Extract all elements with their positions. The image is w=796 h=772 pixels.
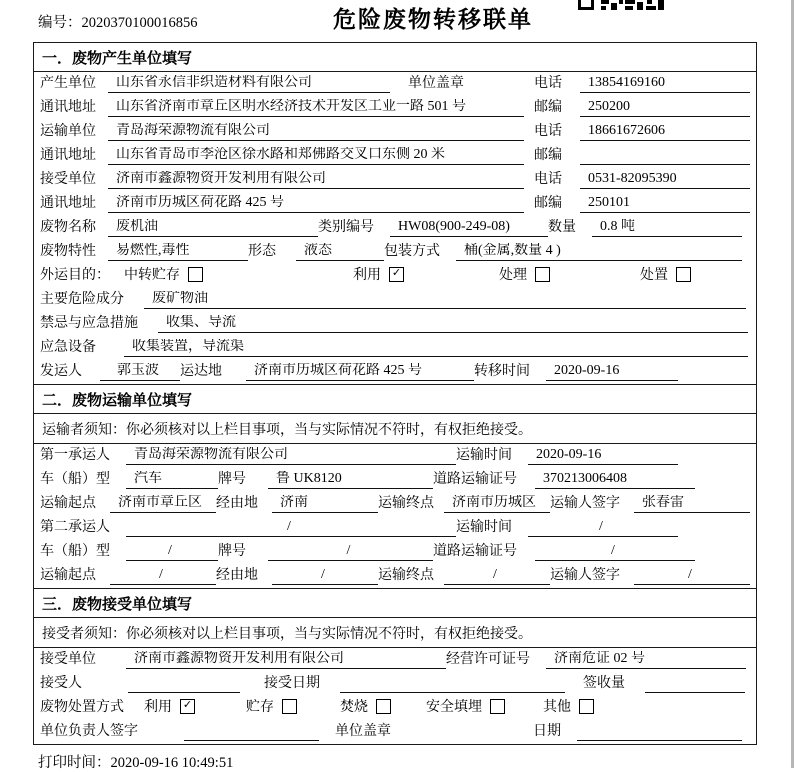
field-value-blank: [577, 724, 742, 741]
field-label: 经营许可证号: [446, 652, 530, 667]
form-row: [34, 72, 756, 96]
field-label: 运输终点: [378, 496, 434, 511]
field-value: 桶(金属,数量 4 ): [456, 243, 742, 261]
field-label: 废物特性: [40, 244, 96, 259]
field-label: 电话: [534, 76, 562, 91]
field-value: /: [444, 567, 550, 585]
form-row: [34, 312, 756, 336]
form-row: [34, 240, 756, 264]
field-label: 产生单位: [40, 76, 96, 91]
field-value: /: [110, 567, 216, 585]
field-label: 邮编: [534, 148, 562, 163]
field-value: 山东省永信非织造材料有限公司: [108, 75, 390, 93]
field-value: 250101: [580, 195, 750, 213]
field-label: 第一承运人: [40, 448, 110, 463]
field-value: 0.8 吨: [592, 219, 742, 237]
field-value: 郭玉波: [100, 363, 180, 381]
field-value: 济南市历城区: [444, 495, 550, 513]
field-label: 通讯地址: [40, 148, 96, 163]
checkbox-option: [144, 696, 195, 717]
form-row: [34, 288, 756, 312]
field-value: 370213006408: [535, 471, 695, 489]
checkbox-option: [340, 696, 391, 717]
field-label: 应急设备: [40, 340, 96, 355]
field-value: 山东省青岛市李沧区徐水路和郑佛路交叉口东侧 20 米: [108, 147, 524, 165]
form-row: [34, 696, 756, 720]
document-number-label: 编号：: [38, 15, 82, 31]
field-value: 青岛海荣源物流有限公司: [126, 447, 456, 465]
checkbox-option: [246, 696, 297, 717]
form-row: [34, 360, 756, 384]
checkbox-label: 处理: [499, 268, 527, 283]
field-value-blank: [340, 676, 565, 693]
field-label: 废物处置方式: [40, 700, 124, 715]
checkbox-unchecked-icon: [188, 267, 203, 282]
print-time-label: 打印时间：: [38, 755, 111, 771]
field-label: 接受单位: [40, 172, 96, 187]
checkbox-unchecked-icon: [579, 699, 594, 714]
form-row: [34, 216, 756, 240]
field-label: 类别编号: [318, 220, 374, 235]
form-row: [34, 672, 756, 696]
section-title: 二．废物运输单位填写: [34, 384, 756, 414]
field-label: 电话: [534, 172, 562, 187]
field-value: 济南: [272, 495, 378, 513]
form-row: [34, 516, 756, 540]
field-label: 日期: [533, 724, 561, 739]
checkbox-unchecked-icon: [676, 267, 691, 282]
field-value: 液态: [296, 243, 384, 261]
checkbox-unchecked-icon: [490, 699, 505, 714]
field-value: 济南市章丘区: [110, 495, 216, 513]
field-label: 主要危险成分: [40, 292, 124, 307]
field-label: 牌号: [218, 544, 246, 559]
checkbox-label: 利用: [353, 268, 381, 283]
field-label: 接受日期: [264, 676, 320, 691]
field-label: 禁忌与应急措施: [40, 316, 138, 331]
checkbox-label: 利用: [144, 700, 172, 715]
field-label: 运输人签字: [550, 496, 620, 511]
checkbox-option: [640, 264, 691, 285]
field-label: 道路运输证号: [433, 472, 517, 487]
field-label: 数量: [548, 220, 576, 235]
field-label: 运输起点: [40, 568, 96, 583]
form-row: [34, 120, 756, 144]
checkbox-option: [124, 264, 203, 285]
field-value: 2020-09-16: [546, 363, 678, 381]
field-label: 运输人签字: [550, 568, 620, 583]
field-value: 张春雷: [634, 495, 750, 513]
field-value: HW08(900-249-08): [390, 219, 548, 237]
section-note: 接受者须知：你必须核对以上栏目事项，当与实际情况不符时，有权拒绝接受。: [34, 618, 756, 648]
checkbox-unchecked-icon: [282, 699, 297, 714]
print-time-value: 2020-09-16 10:49:51: [110, 755, 234, 771]
field-value: /: [634, 567, 750, 585]
form-row: [34, 168, 756, 192]
field-value-blank: [580, 148, 750, 165]
field-value: 250200: [580, 99, 750, 117]
field-label: 牌号: [218, 472, 246, 487]
field-label: 道路运输证号: [433, 544, 517, 559]
checkbox-label: 中转贮存: [124, 268, 180, 283]
form-row: [34, 492, 756, 516]
field-label: 经由地: [216, 568, 258, 583]
field-label: 运输终点: [378, 568, 434, 583]
field-label: 电话: [534, 124, 562, 139]
checkbox-checked-icon: ✓: [180, 699, 195, 714]
field-label: 通讯地址: [40, 196, 96, 211]
field-value: 易燃性,毒性: [108, 243, 248, 261]
field-value: /: [126, 543, 218, 561]
form-row: [34, 96, 756, 120]
field-value: /: [535, 543, 695, 561]
form-row: [34, 720, 756, 744]
field-label: 接受单位: [40, 652, 96, 667]
field-value: 收集装置，导流渠: [124, 339, 748, 357]
field-value: 济南市历城区荷花路 425 号: [246, 363, 474, 381]
field-label: 运输单位: [40, 124, 96, 139]
form-row: [34, 336, 756, 360]
checkbox-label: 其他: [543, 700, 571, 715]
field-value-blank: [645, 676, 745, 693]
field-label: 外运目的：: [40, 268, 110, 283]
form-row: [34, 264, 756, 288]
field-value: 青岛海荣源物流有限公司: [108, 123, 524, 141]
field-label: 形态: [248, 244, 276, 259]
section-note: 运输者须知：你必须核对以上栏目事项，当与实际情况不符时，有权拒绝接受。: [34, 414, 756, 444]
checkbox-label: 焚烧: [340, 700, 368, 715]
field-value: 济南市历城区荷花路 425 号: [108, 195, 524, 213]
field-value: 收集、导流: [158, 315, 748, 333]
checkbox-checked-icon: ✓: [389, 267, 404, 282]
field-value: 0531-82095390: [580, 171, 750, 189]
field-label: 废物名称: [40, 220, 96, 235]
form-row: [34, 468, 756, 492]
field-value: 鲁 UK8120: [268, 471, 433, 489]
field-label: 包装方式: [384, 244, 440, 259]
form-row: [34, 444, 756, 468]
field-value: /: [272, 567, 378, 585]
field-value: 废机油: [108, 219, 318, 237]
field-label: 通讯地址: [40, 100, 96, 115]
document-number-value: 2020370100016856: [81, 15, 198, 31]
field-label: 单位盖章: [335, 724, 391, 739]
section-title: 一．废物产生单位填写: [34, 43, 756, 72]
window-edge-line: [791, 0, 794, 768]
field-label: 经由地: [216, 496, 258, 511]
checkbox-label: 安全填埋: [426, 700, 482, 715]
field-value: 18661672606: [580, 123, 750, 141]
field-value: 废矿物油: [144, 291, 746, 309]
checkbox-unchecked-icon: [535, 267, 550, 282]
field-label: 运达地: [180, 364, 222, 379]
field-label: 车（船）型: [40, 544, 110, 559]
field-label: 签收量: [583, 676, 625, 691]
checkbox-option: [499, 264, 550, 285]
field-label: 第二承运人: [40, 520, 110, 535]
checkbox-option: [353, 264, 404, 285]
field-label: 运输起点: [40, 496, 96, 511]
page-title: 危险废物转移联单: [333, 6, 533, 32]
field-value: /: [268, 543, 433, 561]
form-row: [34, 144, 756, 168]
field-label: 接受人: [40, 676, 82, 691]
checkbox-label: 处置: [640, 268, 668, 283]
manifest-form: [33, 42, 757, 745]
field-label: 车（船）型: [40, 472, 110, 487]
field-value: 2020-09-16: [528, 447, 678, 465]
field-label: 运输时间: [456, 520, 512, 535]
field-label: 转移时间: [474, 364, 530, 379]
checkbox-unchecked-icon: [376, 699, 391, 714]
field-value: 济南市鑫源物资开发利用有限公司: [108, 171, 524, 189]
field-value: 山东省济南市章丘区明水经济技术开发区工业一路 501 号: [108, 99, 524, 117]
field-label: 发运人: [40, 364, 82, 379]
section-title: 三．废物接受单位填写: [34, 588, 756, 618]
field-label: 邮编: [534, 100, 562, 115]
field-label: 单位负责人签字: [40, 724, 138, 739]
form-row: [34, 192, 756, 216]
form-row: [34, 648, 756, 672]
field-value: /: [528, 519, 678, 537]
form-row: [34, 540, 756, 564]
field-value: /: [126, 519, 456, 537]
field-value: 济南市鑫源物资开发利用有限公司: [126, 651, 446, 669]
field-value: 汽车: [126, 471, 218, 489]
field-value: 13854169160: [580, 75, 750, 93]
field-value-blank: [128, 676, 240, 693]
print-time: [38, 751, 233, 772]
checkbox-label: 贮存: [246, 700, 274, 715]
field-label: 运输时间: [456, 448, 512, 463]
checkbox-option: [426, 696, 505, 717]
field-label: 邮编: [534, 196, 562, 211]
field-value-blank: [184, 724, 319, 741]
field-label: 单位盖章: [408, 76, 464, 91]
checkbox-option: [543, 696, 594, 717]
form-row: [34, 564, 756, 588]
field-value: 济南危证 02 号: [546, 651, 746, 669]
